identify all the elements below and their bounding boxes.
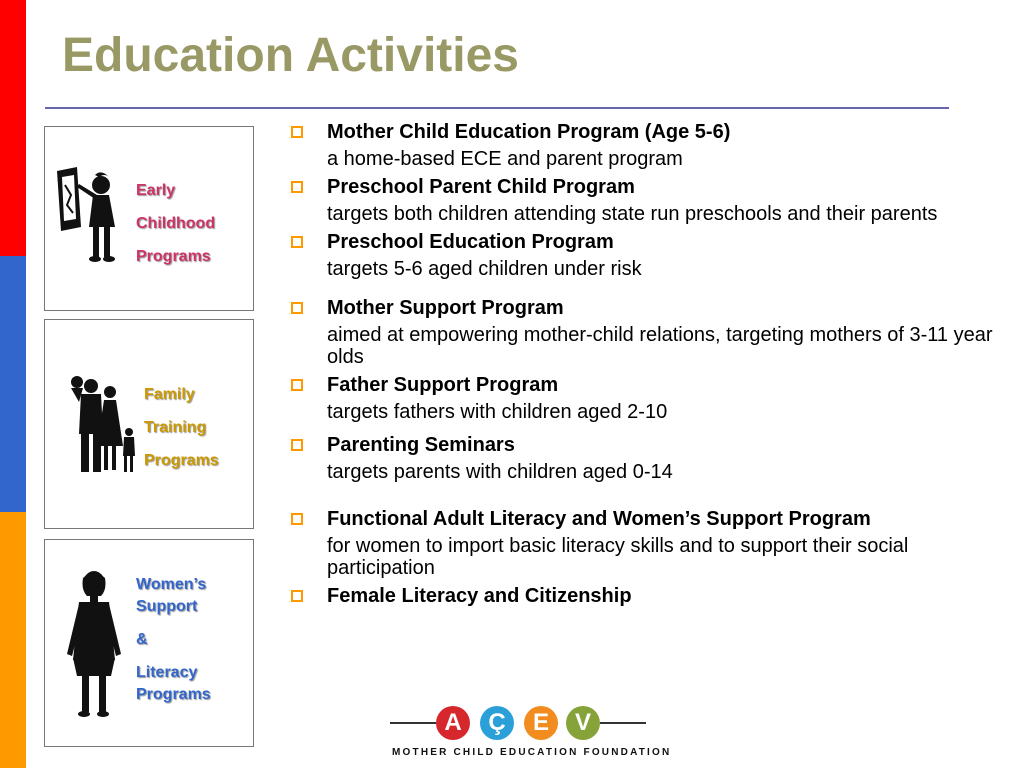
logo-line-left: [390, 722, 436, 724]
logo-line-right: [600, 722, 646, 724]
program-description: targets parents with children aged 0-14: [327, 461, 673, 483]
box-label-line: Programs: [144, 452, 219, 469]
title-divider: [45, 107, 949, 109]
side-bar-red: [0, 0, 26, 256]
womens-support-label: [136, 574, 211, 706]
program-item: [290, 433, 1020, 483]
program-item: [290, 230, 1020, 280]
program-list: [290, 120, 1020, 608]
square-bullet-icon: [291, 590, 303, 602]
program-description: a home-based ECE and parent program: [327, 148, 683, 170]
logo-letter-a: A: [436, 706, 470, 740]
womens-support-box: [44, 539, 254, 747]
box-label-line: Support: [136, 598, 198, 615]
program-name: Female Literacy and Citizenship: [327, 585, 632, 607]
logo-letter-e: E: [524, 706, 558, 740]
program-name: Preschool Parent Child Program: [327, 176, 635, 198]
box-label-line: Programs: [136, 248, 211, 265]
family-silhouette-icon: [63, 372, 137, 476]
child-drawing-silhouette-icon: [55, 165, 127, 269]
program-name: Parenting Seminars: [327, 434, 515, 456]
program-item: [290, 584, 1020, 608]
square-bullet-icon: [291, 181, 303, 193]
box-label-line: Women’s: [136, 576, 207, 593]
label-spacer: [136, 651, 211, 662]
box-label-line: Programs: [136, 686, 211, 703]
square-bullet-icon: [291, 439, 303, 451]
acev-logo: [388, 700, 672, 762]
early-childhood-box: [44, 126, 254, 311]
logo-tagline: MOTHER CHILD EDUCATION FOUNDATION: [392, 747, 672, 758]
side-bar-blue: [0, 256, 26, 512]
program-item: [290, 175, 1020, 225]
box-label-line: Training: [144, 419, 207, 436]
slide-title: Education Activities: [62, 29, 519, 82]
square-bullet-icon: [291, 236, 303, 248]
program-item: [290, 296, 1020, 368]
label-spacer: [136, 618, 211, 629]
square-bullet-icon: [291, 126, 303, 138]
box-label-line: &: [136, 631, 148, 648]
program-item: [290, 373, 1020, 423]
program-name: Mother Child Education Program (Age 5-6): [327, 121, 731, 143]
family-training-box: [44, 319, 254, 529]
program-description: targets 5-6 aged children under risk: [327, 258, 642, 280]
program-name: Father Support Program: [327, 374, 559, 396]
box-label-line: Literacy: [136, 664, 198, 681]
square-bullet-icon: [291, 302, 303, 314]
program-description: targets both children attending state run preschools and their parents: [327, 203, 938, 225]
box-label-line: Early: [136, 182, 176, 199]
box-label-line: Childhood: [136, 215, 216, 232]
program-name: Functional Adult Literacy and Women’s Support Program: [327, 508, 871, 530]
side-bar-orange: [0, 512, 26, 768]
logo-letter-v: V: [566, 706, 600, 740]
family-training-label: [144, 378, 219, 477]
square-bullet-icon: [291, 513, 303, 525]
square-bullet-icon: [291, 379, 303, 391]
program-description: aimed at empowering mother-child relations, targeting mothers of 3-11 year olds: [327, 324, 993, 368]
early-childhood-label: [136, 174, 215, 273]
woman-silhouette-icon: [61, 570, 125, 720]
program-name: Preschool Education Program: [327, 231, 614, 253]
program-description: targets fathers with children aged 2-10: [327, 401, 668, 423]
program-description: for women to import basic literacy skills and to support their social participation: [327, 535, 909, 579]
program-item: [290, 120, 1020, 170]
logo-letter-c-cedilla: Ç: [480, 706, 514, 740]
box-label-line: Family: [144, 386, 195, 403]
program-item: [290, 507, 1020, 579]
program-name: Mother Support Program: [327, 297, 564, 319]
